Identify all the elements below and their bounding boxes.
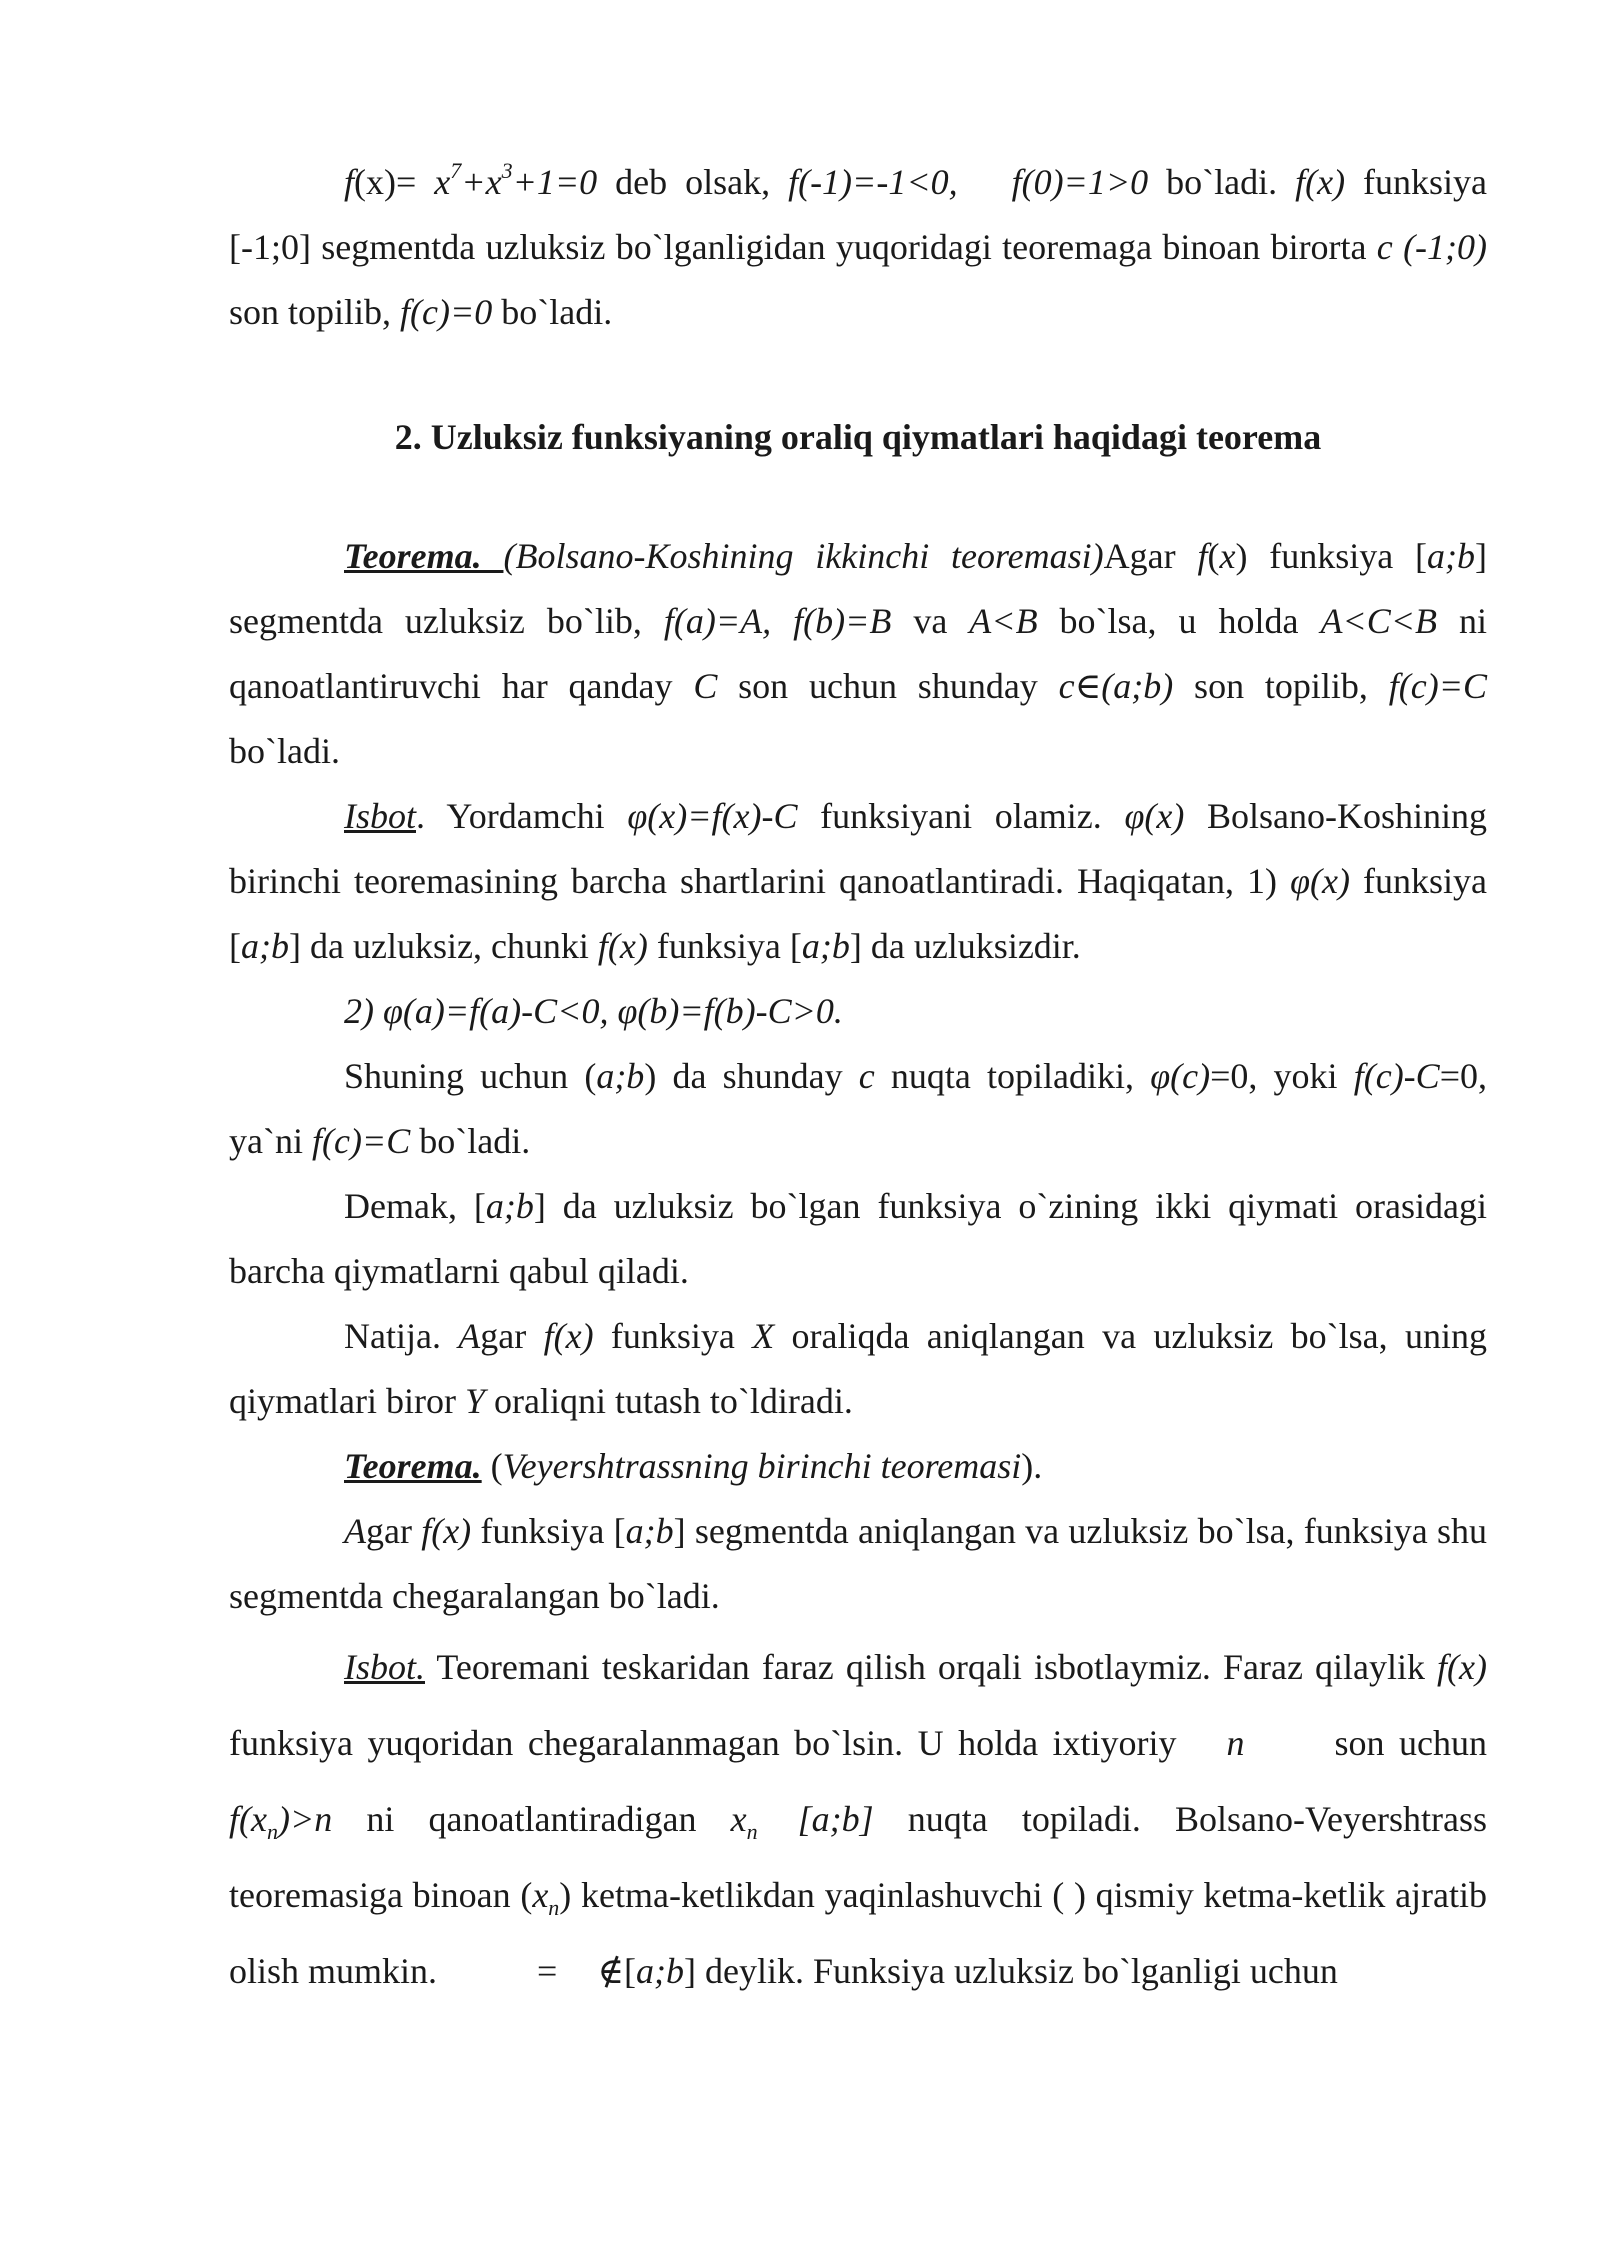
- text: son topilib,: [229, 292, 401, 332]
- theorem-2: Teorema. (Veyershtrassning birinchi teoremasi).: [344, 1446, 1043, 1486]
- proof-1-conclusion: Shuning uchun (a;b) da shunday c nuqta topiladiki, φ(c)=0, yoki f(c)-C=0, ya`ni f(c)=C bo`ladi.: [229, 1056, 1487, 1161]
- theorem-label: Teorema.: [344, 536, 504, 576]
- math-x7: $x^7+x^3+1=0$: [434, 158, 598, 202]
- math-interval: (-1;0): [1403, 227, 1488, 267]
- text: =: [396, 162, 435, 202]
- paragraph-example: [229, 150, 1487, 345]
- demak-paragraph: Demak, [a;b] da uzluksiz bo`lgan funksiya o`zining ikki qiymati orasidagi barcha qiymatlarni qabul qiladi.: [229, 1186, 1487, 1291]
- math-f0: f(0)=1>0: [1011, 162, 1149, 202]
- math-fc: f(c)=0: [400, 292, 493, 332]
- proof-1: Isbot. Yordamchi φ(x)=f(x)-C funksiyani olamiz. φ(x) Bolsano-Koshining birinchi teoremasining barcha shartlarini qanoatlantiradi. Haqiqatan, 1) φ(x) funksiya [a;b] da uzluksiz, chunki f(x) funksiya [a;b] da uzluksizdir.: [229, 796, 1487, 966]
- proof-1-condition: 2) φ(a)=f(a)-C<0, φ(b)=f(b)-C>0.: [344, 991, 843, 1031]
- math-c: c: [1376, 227, 1393, 267]
- proof-2: Isbot. Teoremani teskaridan faraz qilish orqali isbotlaymiz. Faraz qilaylik f(x) funksiya yuqoridan chegaralanmagan bo`lsin. U holda ixtiyoriy n son uchun $f(x_n)>n$ ni qanoatlantiradigan $x_n$ [a;b] nuqta topiladi. Bolsano-Veyershtrass teoremasiga binoan $(x_n)$ ketma-ketlikdan yaqinlashuvchi ( ) qismiy ketma-ketlik ajratib olish mumkin. = ∉[a;b] deylik. Funksiya uzluksiz bo`lganligi uchun: [229, 1647, 1488, 1991]
- math-x: (x): [354, 162, 396, 202]
- proof-label: Isbot.: [344, 1647, 425, 1687]
- math-f: f: [344, 162, 355, 202]
- theorem-2-body: Agar f(x) funksiya [a;b] segmentda aniqlangan va uzluksiz bo`lsa, funksiya shu segmentda chegaralangan bo`ladi.: [229, 1511, 1488, 1616]
- math-fx: f(x): [1295, 162, 1346, 202]
- theorem-label: Teorema.: [344, 1446, 482, 1486]
- natija-paragraph: Natija. Agar f(x) funksiya X oraliqda aniqlangan va uzluksiz bo`lsa, uning qiymatlari biror Y oraliqni tutash to`ldiradi.: [229, 1316, 1487, 1421]
- text: bo`ladi.: [492, 292, 613, 332]
- text: bo`ladi.: [1148, 162, 1296, 202]
- section-heading: 2. Uzluksiz funksiyaning oraliq qiymatlari haqidagi teorema: [394, 417, 1322, 457]
- theorem-1: Teorema. (Bolsano-Koshining ikkinchi teoremasi)Agar f(x) funksiya [a;b] segmentda uzluksiz bo`lib, f(a)=A, f(b)=B va A<B bo`lsa, u holda A<C<B ni qanoatlantiruvchi har qanday C son uchun shunday c∈(a;b) son topilib, f(c)=C bo`ladi.: [229, 536, 1488, 771]
- text: funksiya: [1345, 162, 1488, 202]
- proof-label: Isbot: [344, 796, 416, 836]
- theorem-title: Veyershtrassning birinchi teoremasi: [502, 1446, 1022, 1486]
- text: [-1;0] segmentda uzluksiz bo`lganligidan yuqoridagi teoremaga binoan birorta: [229, 227, 1377, 267]
- text: deb olsak,: [597, 162, 789, 202]
- document-page: [229, 150, 1487, 2009]
- theorem-title: (Bolsano-Koshining ikkinchi teoremasi): [503, 536, 1104, 576]
- math-f-minus1: f(-1)=-1<0,: [788, 162, 958, 202]
